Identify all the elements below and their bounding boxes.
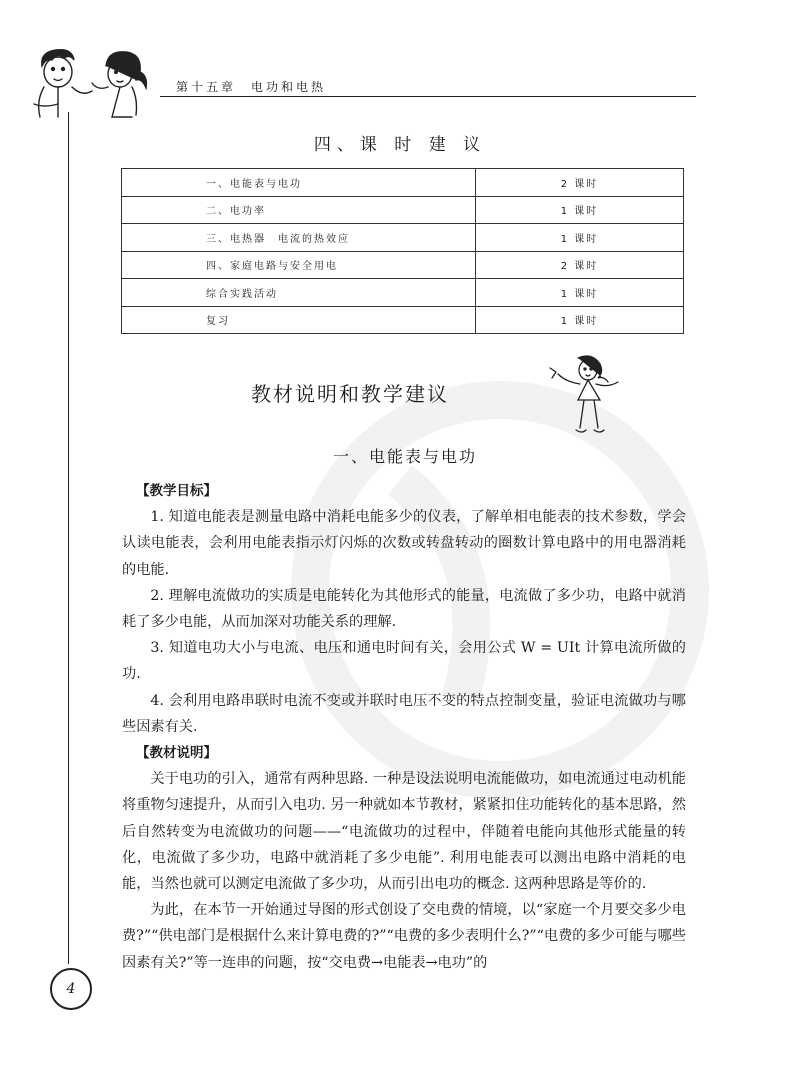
chapter-title: 第十五章 电功和电热 [176,80,327,94]
table-row [122,169,684,197]
table-row [122,224,684,252]
table-row [122,306,684,334]
header-kids-illustration [28,44,168,122]
table-cell-hours: 2 课时 [476,169,684,197]
table-cell-topic: 四、家庭电路与安全用电 [122,251,476,279]
table-row [122,251,684,279]
section-subtitle: 一、电能表与电功 [332,447,477,466]
table-cell-hours: 1 课时 [476,224,684,252]
page-number: 4 [50,968,92,1010]
girl-illustration [548,352,626,442]
margin-line [68,112,69,964]
table-cell-topic: 综合实践活动 [122,279,476,307]
goal-item: 3. 知道电功大小与电流、电压和通电时间有关，会用公式 W = UIt 计算电流所做的功. [122,640,686,683]
schedule-table [121,168,684,334]
goal-item: 4. 会利用电路串联时电流不变或并联时电压不变的特点控制变量，验证电流做功与哪些因素有关. [122,692,686,735]
goal-item: 2. 理解电流做功的实质是电能转化为其他形式的能量，电流做了多少功，电路中就消耗了多少电能，从而加深对功能关系的理解. [122,587,686,631]
table-cell-topic: 一、电能表与电功 [122,169,476,197]
table-cell-topic: 三、电热器 电流的热效应 [122,224,476,252]
schedule-title: 四、课 时 建 议 [313,135,487,155]
paragraph: 关于电功的引入，通常有两种思路. 一种是设法说明电流能做功，如电流通过电动机能将重物匀速提升，从而引入电功. 另一种就如本节教材，紧紧扣住功能转化的基本思路，然后自然转变为电流做功的问题——“电流做功的过程中，伴随着电能向其他形式能量的转化，电流做了多少功，电路中就消耗了多少电能”. 利用电能表可以测出电路中消耗的电能，当然也就可以测定电流做了多少功，从而引出电功的概念. 这两种思路是等价的. [122,771,686,893]
table-cell-hours: 2 课时 [476,251,684,279]
table-cell-hours: 1 课时 [476,279,684,307]
table-cell-topic: 二、电功率 [122,196,476,224]
header-rule [160,96,696,97]
goals-heading: 【教学目标】 [136,483,217,499]
table-row [122,279,684,307]
table-cell-topic: 复习 [122,306,476,334]
section-title: 教材说明和教学建议 [251,382,449,406]
body-text [122,478,686,976]
table-row [122,196,684,224]
goal-item: 1. 知道电能表是测量电路中消耗电能多少的仪表，了解单相电能表的技术参数，学会认读电能表，会利用电能表指示灯闪烁的次数或转盘转动的圈数计算电路中的用电器消耗的电能. [122,509,686,578]
paragraph: 为此，在本节一开始通过导图的形式创设了交电费的情境，以“家庭一个月要交多少电费?”“供电部门是根据什么来计算电费的?”“电费的多少表明什么?”“电费的多少可能与哪些因素有关?”等一连串的问题，按“交电费→电能表→电功”的 [122,902,686,971]
material-heading: 【教材说明】 [136,745,217,762]
table-cell-hours: 1 课时 [476,306,684,334]
table-cell-hours: 1 课时 [476,196,684,224]
